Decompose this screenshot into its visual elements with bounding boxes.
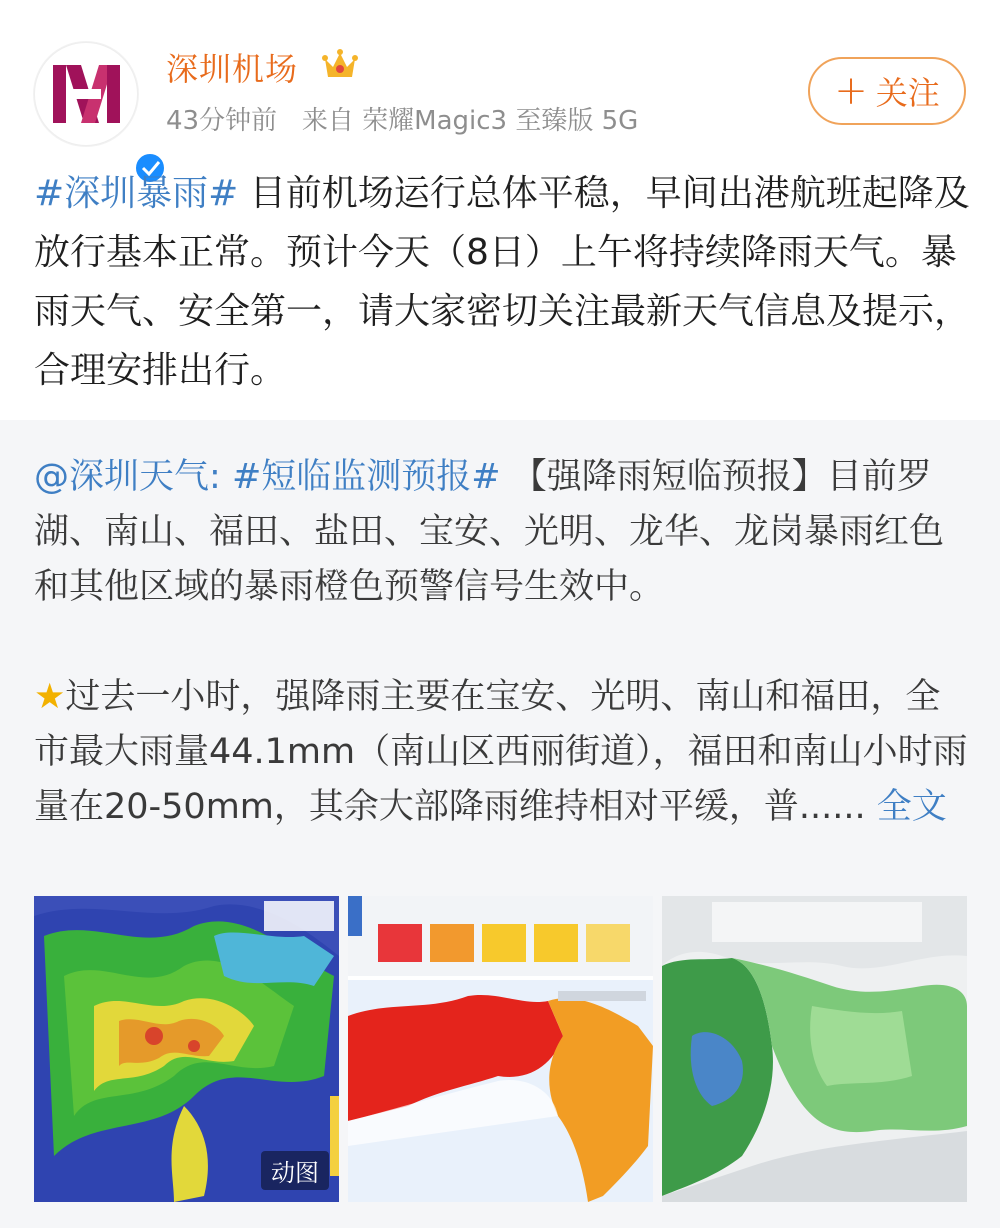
fulltext-link[interactable]: 全文 — [876, 787, 947, 827]
repost-hashtag-link[interactable]: #短临监测预报# — [231, 457, 501, 497]
original-post — [0, 0, 1000, 420]
author-name[interactable]: 深圳机场 — [166, 50, 299, 88]
warning-map-image[interactable] — [348, 896, 653, 1202]
plus-icon: + — [834, 68, 868, 114]
post-timestamp: 43分钟前 — [166, 106, 278, 136]
rainfall-map-image[interactable] — [662, 896, 967, 1202]
shenzhen-airport-logo-icon — [35, 43, 137, 145]
post-body: 目前机场运行总体平稳，早间出港航班起降及放行基本正常。预计今天（8日）上午将持续降雨天气。暴雨天气、安全第一，请大家密切关注最新天气信息及提示，合理安排出行。 — [34, 173, 971, 391]
image-grid — [34, 896, 966, 1202]
repost-para2: 过去一小时，强降雨主要在宝安、光明、南山和福田，全市最大雨量44.1mm（南山区西丽街道），福田和南山小时雨量在20-50mm，其余大部降雨维持相对平缓，普...... — [34, 677, 968, 827]
star-icon: ★ — [34, 677, 66, 717]
repost-line1: 【强降雨短临预报】目前罗湖、南山、福田、盐田、宝安、光明、龙华、龙岗暴雨红色和其他区域的暴雨橙色预警信号生效中。 — [34, 457, 945, 607]
mention-link[interactable]: @深圳天气: — [34, 457, 221, 497]
crown-icon — [322, 47, 358, 83]
post-text — [34, 164, 974, 400]
follow-button[interactable] — [808, 57, 966, 125]
post-meta — [166, 100, 638, 137]
hashtag-link[interactable]: #深圳暴雨# — [34, 173, 239, 214]
radar-image[interactable] — [34, 896, 339, 1202]
repost-text — [34, 450, 974, 835]
gif-badge: 动图 — [261, 1151, 329, 1190]
author-avatar[interactable] — [34, 42, 138, 146]
follow-label: 关注 — [875, 74, 940, 112]
reposted-content[interactable] — [0, 420, 1000, 1228]
post-source: 来自 荣耀Magic3 至臻版 5G — [301, 106, 639, 136]
